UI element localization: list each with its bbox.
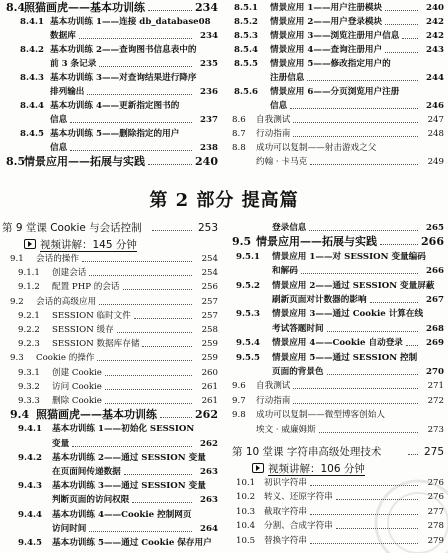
toc-entry[interactable] <box>6 142 218 156</box>
toc-entry-number: 9.1.1 <box>18 268 40 279</box>
leader-dots <box>293 114 418 123</box>
toc-entry-page: 257 <box>201 296 218 307</box>
leader-dots <box>89 523 192 532</box>
toc-entry-page: 266 <box>421 235 444 249</box>
toc-entry-title: 成功可以复制——微型博客创始人 <box>256 410 385 421</box>
toc-entry-title: 配置 PHP 的会话 <box>52 282 120 293</box>
toc-entry-page: 240 <box>195 155 218 168</box>
leader-dots <box>327 366 418 375</box>
leader-dots <box>132 494 192 503</box>
leader-dots <box>293 380 418 389</box>
toc-entry-title: 基本功训练 4——更新指定图书的 <box>50 101 180 111</box>
toc-entry-page: 263 <box>200 495 218 506</box>
toc-entry-title: 行动指南 <box>256 395 291 406</box>
toc-left-bottom-list <box>6 253 218 553</box>
toc-entry-number: 9.3.3 <box>18 396 40 406</box>
toc-entry[interactable] <box>6 253 218 267</box>
toc-entry-title: 信息 <box>270 101 288 111</box>
toc-entry[interactable] <box>6 72 218 86</box>
toc-entry-number: 8.5.5 <box>234 59 258 69</box>
toc-entry[interactable] <box>232 366 444 380</box>
toc-entry-number: 9.5.2 <box>236 280 260 291</box>
toc-entry-title: SESSION 临时文件 <box>52 310 131 321</box>
toc-entry[interactable] <box>6 367 218 381</box>
toc-entry[interactable] <box>6 423 218 437</box>
toc-entry-title: 行动指南 <box>256 129 291 139</box>
toc-entry-page: 240 <box>426 3 444 13</box>
toc-entry-number: 9.4 <box>10 408 30 422</box>
leader-dots <box>82 253 192 262</box>
toc-entry[interactable] <box>232 58 444 72</box>
leader-dots <box>309 222 418 231</box>
watermark-stamp-icon <box>338 443 448 553</box>
toc-entry[interactable] <box>6 438 218 452</box>
toc-entry-page: 242 <box>426 17 444 27</box>
toc-entry-number: 9.3 <box>10 353 24 364</box>
toc-entry[interactable] <box>6 338 218 352</box>
toc-entry-page: 261 <box>201 381 218 392</box>
leader-dots <box>402 30 418 39</box>
toc-entry[interactable] <box>232 142 444 156</box>
chapter-10-video-text: 视频讲解：106 分钟 <box>268 463 365 475</box>
toc-entry-number: 8.7 <box>232 129 246 139</box>
toc-entry-page: 234 <box>195 1 218 14</box>
toc-entry[interactable] <box>6 509 218 523</box>
toc-entry-title: 埃文 · 威廉姆斯 <box>256 424 316 435</box>
leader-dots <box>290 100 418 109</box>
leader-dots <box>301 265 418 274</box>
toc-entry-number: 8.4 <box>6 1 26 14</box>
toc-entry-page: 262 <box>200 438 218 449</box>
leader-dots <box>370 294 418 303</box>
toc-entry[interactable] <box>232 352 444 366</box>
toc-entry-page: 260 <box>201 367 218 378</box>
toc-entry-page: 248 <box>427 129 444 139</box>
toc-entry[interactable] <box>232 44 444 58</box>
toc-entry-title: 自我测试 <box>256 381 291 392</box>
toc-entry-page: 249 <box>427 157 444 167</box>
chapter-9-page: 253 <box>197 222 218 234</box>
leader-dots <box>319 424 418 433</box>
video-icon <box>24 239 36 249</box>
toc-entry-number: 8.5 <box>6 155 26 168</box>
toc-entry[interactable] <box>6 86 218 100</box>
toc-entry-title: 情景应用 6——分页浏览用户注册 <box>270 87 400 97</box>
toc-entry-title: 在页面间传递数据 <box>52 467 121 477</box>
toc-entry-title: SESSION 缓存 <box>52 325 114 335</box>
chapter-10-page: 275 <box>423 446 444 458</box>
toc-entry-title: 前 3 条记录 <box>50 59 97 69</box>
toc-entry-title: 变量 <box>52 438 70 449</box>
toc-entry[interactable] <box>232 16 444 30</box>
toc-entry-title: 初识字符串 <box>264 478 307 488</box>
leader-dots <box>310 156 418 165</box>
toc-entry-number: 8.4.5 <box>20 129 44 139</box>
toc-entry-title: 基本功训练 5——删除指定的用户 <box>50 129 180 139</box>
leader-dots <box>327 323 418 332</box>
toc-entry[interactable] <box>232 2 444 16</box>
toc-entry-page: 272 <box>427 395 444 406</box>
toc-entry-number: 10.1 <box>236 478 256 488</box>
toc-entry-number: 9.6 <box>232 381 246 392</box>
toc-entry-title: 创建会话 <box>52 268 87 279</box>
toc-entry[interactable] <box>6 2 218 16</box>
leader-dots <box>148 2 192 11</box>
toc-entry-title: 照猫画虎——基本功训练 <box>36 408 157 422</box>
leader-dots <box>307 72 418 81</box>
toc-entry-title: 会话的操作 <box>36 254 79 264</box>
toc-entry-title: 情景应用——拓展与实践 <box>24 155 145 168</box>
chapter-9-video-text: 视频讲解：145 分钟 <box>40 239 137 251</box>
toc-entry-title: 约翰 · 卡马克 <box>256 157 308 167</box>
toc-entry-title: 转义、还原字符串 <box>264 492 333 503</box>
toc-entry[interactable] <box>6 100 218 114</box>
toc-entry-page: 267 <box>426 295 444 305</box>
leader-dots <box>123 281 193 290</box>
toc-entry[interactable] <box>6 480 218 494</box>
toc-entry-title: 创建 Cookie <box>52 367 102 378</box>
toc-entry-title: 基本功训练 5——通过 Cookie 保存用户 <box>52 538 212 548</box>
toc-entry-number: 8.5.1 <box>234 3 258 13</box>
toc-entry-title: 信息 <box>50 143 68 153</box>
leader-dots <box>72 438 192 447</box>
toc-entry-number: 9.3.1 <box>18 367 40 378</box>
leader-dots <box>385 16 418 25</box>
toc-entry-page: 276 <box>427 478 444 488</box>
toc-entry-title: 基本功训练 1——初始化 SESSION <box>52 424 195 435</box>
toc-entry-page: 256 <box>201 282 218 293</box>
leader-dots <box>148 156 192 165</box>
toc-entry-title: 基本功训练 3——通过 SESSION 变量 <box>52 481 206 492</box>
toc-entry-title: 访问时间 <box>52 523 87 534</box>
toc-entry[interactable] <box>6 156 218 170</box>
toc-entry-title: 访问 Cookie <box>52 381 102 392</box>
toc-entry-page: 269 <box>426 338 444 349</box>
toc-entry-title: 基本功训练 2——查询图书信息表中的 <box>50 45 197 55</box>
leader-dots <box>70 114 192 123</box>
toc-entry-number: 9.4.4 <box>18 509 42 520</box>
toc-entry-number: 9.5.3 <box>236 309 260 320</box>
toc-entry[interactable] <box>6 128 218 142</box>
toc-entry-title: 替换字符串 <box>264 535 307 546</box>
toc-entry-page: 261 <box>201 396 218 406</box>
toc-entry-number: 9.7 <box>232 395 246 406</box>
toc-entry-title: 基本功训练 3——对查询结果进行降序 <box>50 73 197 83</box>
toc-entry[interactable] <box>6 409 218 423</box>
leader-dots <box>97 352 192 361</box>
toc-entry-number: 8.4.4 <box>20 101 44 111</box>
toc-entry[interactable] <box>232 114 444 128</box>
toc-entry-page: 234 <box>200 31 218 41</box>
toc-entry-title: 情景应用 5——通过 SESSION 控制 <box>272 352 418 363</box>
leader-dots <box>79 30 192 39</box>
toc-entry-number: 9.2.2 <box>18 325 40 335</box>
toc-entry-title: 排列输出 <box>50 87 85 97</box>
toc-entry[interactable] <box>232 72 444 86</box>
toc-entry-number: 9.4.1 <box>18 424 42 435</box>
toc-entry-page: 265 <box>426 223 444 233</box>
toc-entry-title: 会话的高级应用 <box>36 296 97 307</box>
toc-entry-title: 登录信息 <box>272 223 307 233</box>
toc-entry[interactable] <box>232 156 444 170</box>
toc-entry-page: 277 <box>427 506 444 517</box>
toc-entry-number: 8.5.3 <box>234 31 258 41</box>
video-icon <box>252 463 264 473</box>
toc-entry[interactable] <box>6 381 218 395</box>
toc-entry-page: 244 <box>426 73 444 83</box>
toc-entry[interactable] <box>232 395 444 409</box>
toc-entry[interactable] <box>6 16 218 30</box>
toc-entry-title: 情景应用 2——通过 SESSION 变量屏蔽 <box>272 280 435 291</box>
toc-entry-number: 8.4.2 <box>20 45 44 55</box>
part-title: 第 2 部分 提高篇 <box>149 190 299 211</box>
toc-entry-number: 9.8 <box>232 410 246 421</box>
toc-entry-page: 247 <box>427 115 444 125</box>
toc-entry-title: 情景应用——拓展与实践 <box>256 235 377 249</box>
toc-entry-number: 8.5.6 <box>234 87 258 97</box>
leader-dots <box>105 367 192 376</box>
toc-entry[interactable] <box>6 267 218 281</box>
toc-entry-number: 8.8 <box>232 143 246 153</box>
toc-entry-title: 截取字符串 <box>264 506 307 517</box>
toc-entry-number: 10.3 <box>236 506 256 517</box>
toc-entry-page: 259 <box>201 353 218 364</box>
toc-entry-number: 9.5.1 <box>236 251 260 262</box>
toc-entry-title: 判断页面的访问权限 <box>52 495 130 506</box>
toc-entry-number: 8.4.1 <box>20 17 44 27</box>
toc-entry-number: 8.6 <box>232 115 246 125</box>
leader-dots <box>70 142 192 151</box>
toc-entry-number: 9.5.5 <box>236 352 260 363</box>
chapter-9-video[interactable] <box>24 237 137 252</box>
leader-dots <box>134 310 192 319</box>
toc-entry-title: 情景应用 2——用户登录模块 <box>270 17 383 27</box>
toc-entry-number: 9.4.3 <box>18 481 42 492</box>
toc-entry-number: 10.5 <box>236 535 256 546</box>
toc-entry[interactable] <box>232 409 444 423</box>
toc-entry-page: 273 <box>427 424 444 435</box>
leader-dots <box>89 267 192 276</box>
toc-entry-number: 9.3.2 <box>18 381 40 392</box>
toc-entry-page: 270 <box>426 367 444 377</box>
toc-entry-page: 259 <box>201 339 218 350</box>
toc-entry[interactable] <box>232 337 444 351</box>
toc-entry-page: 242 <box>426 31 444 41</box>
toc-entry[interactable] <box>232 30 444 44</box>
toc-entry[interactable] <box>6 58 218 72</box>
toc-entry[interactable] <box>232 280 444 294</box>
toc-entry-title: 刷新页面对计数器的影响 <box>272 295 367 305</box>
toc-entry-title: Cookie 的操作 <box>36 353 95 364</box>
toc-entry-page: 278 <box>427 521 444 532</box>
toc-entry-number: 10.2 <box>236 492 256 503</box>
toc-entry-title: 情景应用 1——用户注册模块 <box>270 3 383 13</box>
toc-entry-number: 8.4.3 <box>20 73 44 83</box>
leader-dots <box>99 58 192 67</box>
leader-dots <box>385 2 418 11</box>
toc-entry-title: 情景应用 3——通过 Cookie 计算在线 <box>272 309 424 320</box>
toc-entry-title: 考试答题时间 <box>272 323 324 334</box>
toc-entry-page: 246 <box>426 101 444 111</box>
toc-entry[interactable] <box>232 86 444 100</box>
toc-entry[interactable] <box>6 30 218 44</box>
leader-dots <box>160 409 192 418</box>
toc-entry-number: 9.2.1 <box>18 310 40 321</box>
toc-entry-page: 276 <box>427 492 444 503</box>
toc-entry[interactable] <box>6 310 218 324</box>
toc-entry-title: 情景应用 1——对 SESSION 变量编码 <box>272 251 426 262</box>
toc-entry-title: 情景应用 5——修改指定用户的 <box>270 59 391 69</box>
toc-entry-title: 注册信息 <box>270 73 305 83</box>
toc-entry[interactable] <box>232 251 444 265</box>
toc-entry[interactable] <box>6 281 218 295</box>
toc-entry[interactable] <box>232 380 444 394</box>
toc-entry[interactable] <box>232 100 444 114</box>
toc-entry[interactable] <box>6 324 218 338</box>
leader-dots <box>293 395 418 404</box>
toc-entry-number: 9.4.2 <box>18 452 42 463</box>
toc-entry-title: 自我测试 <box>256 115 291 125</box>
toc-entry-title: SESSION 数据库存储 <box>52 339 140 350</box>
toc-left-bottom <box>2 222 218 552</box>
toc-entry-title: 删除 Cookie <box>52 396 102 406</box>
leader-dots <box>385 44 418 53</box>
toc-entry[interactable] <box>6 296 218 310</box>
toc-entry-title: 成功可以复制——射击游戏之父 <box>256 143 377 153</box>
toc-entry[interactable] <box>232 265 444 279</box>
leader-dots <box>117 324 192 333</box>
toc-left-top <box>6 2 218 172</box>
toc-entry-page: 264 <box>200 523 218 534</box>
toc-entry[interactable] <box>232 323 444 337</box>
toc-entry[interactable] <box>6 114 218 128</box>
chapter-10-title: 第 10 堂课 字符串高级处理技术 <box>232 446 382 458</box>
toc-entry-title: 基本功训练 4——Cookie 控制网页 <box>52 509 192 520</box>
leader-dots <box>142 338 192 347</box>
toc-entry-title: 情景应用 4——查询注册用户 <box>270 45 383 55</box>
toc-entry-page: 236 <box>200 87 218 97</box>
toc-entry[interactable] <box>232 308 444 322</box>
toc-entry[interactable] <box>6 352 218 366</box>
toc-entry-title: 情景应用 3——浏览注册用户信息 <box>270 31 400 41</box>
toc-entry-title: 基本功训练 1——连接 db_database08 <box>50 17 211 27</box>
leader-dots <box>99 296 192 305</box>
toc-entry-page: 258 <box>201 325 218 335</box>
leader-dots <box>406 337 418 346</box>
toc-entry-title: 数据库 <box>50 31 76 41</box>
toc-entry-number: 9.2 <box>10 296 24 307</box>
toc-entry-number: 9.1 <box>10 254 24 264</box>
toc-entry-page: 254 <box>201 254 218 264</box>
toc-entry[interactable] <box>232 128 444 142</box>
toc-entry-title: 和解码 <box>272 266 298 277</box>
toc-entry-number: 9.4.5 <box>18 538 42 548</box>
toc-entry-page: 262 <box>195 408 218 422</box>
toc-entry-title: 分割、合成字符串 <box>264 521 333 532</box>
toc-entry[interactable] <box>6 452 218 466</box>
leader-dots <box>105 395 192 404</box>
toc-entry-page: 243 <box>426 45 444 55</box>
toc-right-bottom-list <box>232 222 444 435</box>
toc-entry-title: 照猫画虎——基本功训练 <box>24 1 145 14</box>
toc-entry-page: 268 <box>426 323 444 334</box>
toc-entry-number: 9.5.4 <box>236 338 260 349</box>
leader-dots <box>293 128 418 137</box>
toc-entry-page: 263 <box>200 467 218 477</box>
toc-entry[interactable] <box>232 294 444 308</box>
toc-entry-page: 254 <box>201 268 218 279</box>
toc-entry-title: 信息 <box>50 115 68 125</box>
toc-entry-page: 235 <box>200 59 218 69</box>
toc-entry[interactable] <box>232 236 444 250</box>
leader-dots <box>105 381 192 390</box>
toc-entry[interactable] <box>6 466 218 480</box>
toc-right-top <box>232 2 444 172</box>
toc-entry[interactable] <box>6 523 218 537</box>
toc-entry-number: 10.4 <box>236 521 256 532</box>
toc-entry-title: 页面的背景色 <box>272 367 324 377</box>
toc-entry-number: 8.5.2 <box>234 17 258 27</box>
toc-entry[interactable] <box>6 44 218 58</box>
toc-entry-number: 9.1.2 <box>18 282 40 293</box>
toc-entry[interactable] <box>6 537 218 551</box>
toc-entry-page: 237 <box>200 115 218 125</box>
toc-entry-page: 266 <box>426 266 444 277</box>
leader-dots <box>380 236 418 245</box>
toc-entry-page: 257 <box>201 310 218 321</box>
toc-entry-number: 8.5.4 <box>234 45 258 55</box>
toc-entry-page: 271 <box>427 381 444 392</box>
toc-entry-number: 9.2.3 <box>18 339 40 350</box>
toc-entry-number: 9.5 <box>232 235 252 249</box>
leader-dots <box>87 86 192 95</box>
toc-entry-page: 238 <box>200 143 218 153</box>
toc-entry-title: 情景应用 4——Cookie 自动登录 <box>272 338 403 349</box>
leader-dots <box>152 222 192 231</box>
toc-entry-page: 279 <box>427 535 444 546</box>
toc-entry[interactable] <box>232 424 444 438</box>
chapter-9-title: 第 9 堂课 Cookie 与会话控制 <box>2 222 142 234</box>
toc-entry-title: 基本功训练 2——通过 SESSION 变量 <box>52 452 206 463</box>
toc-entry[interactable] <box>6 494 218 508</box>
leader-dots <box>124 466 192 475</box>
